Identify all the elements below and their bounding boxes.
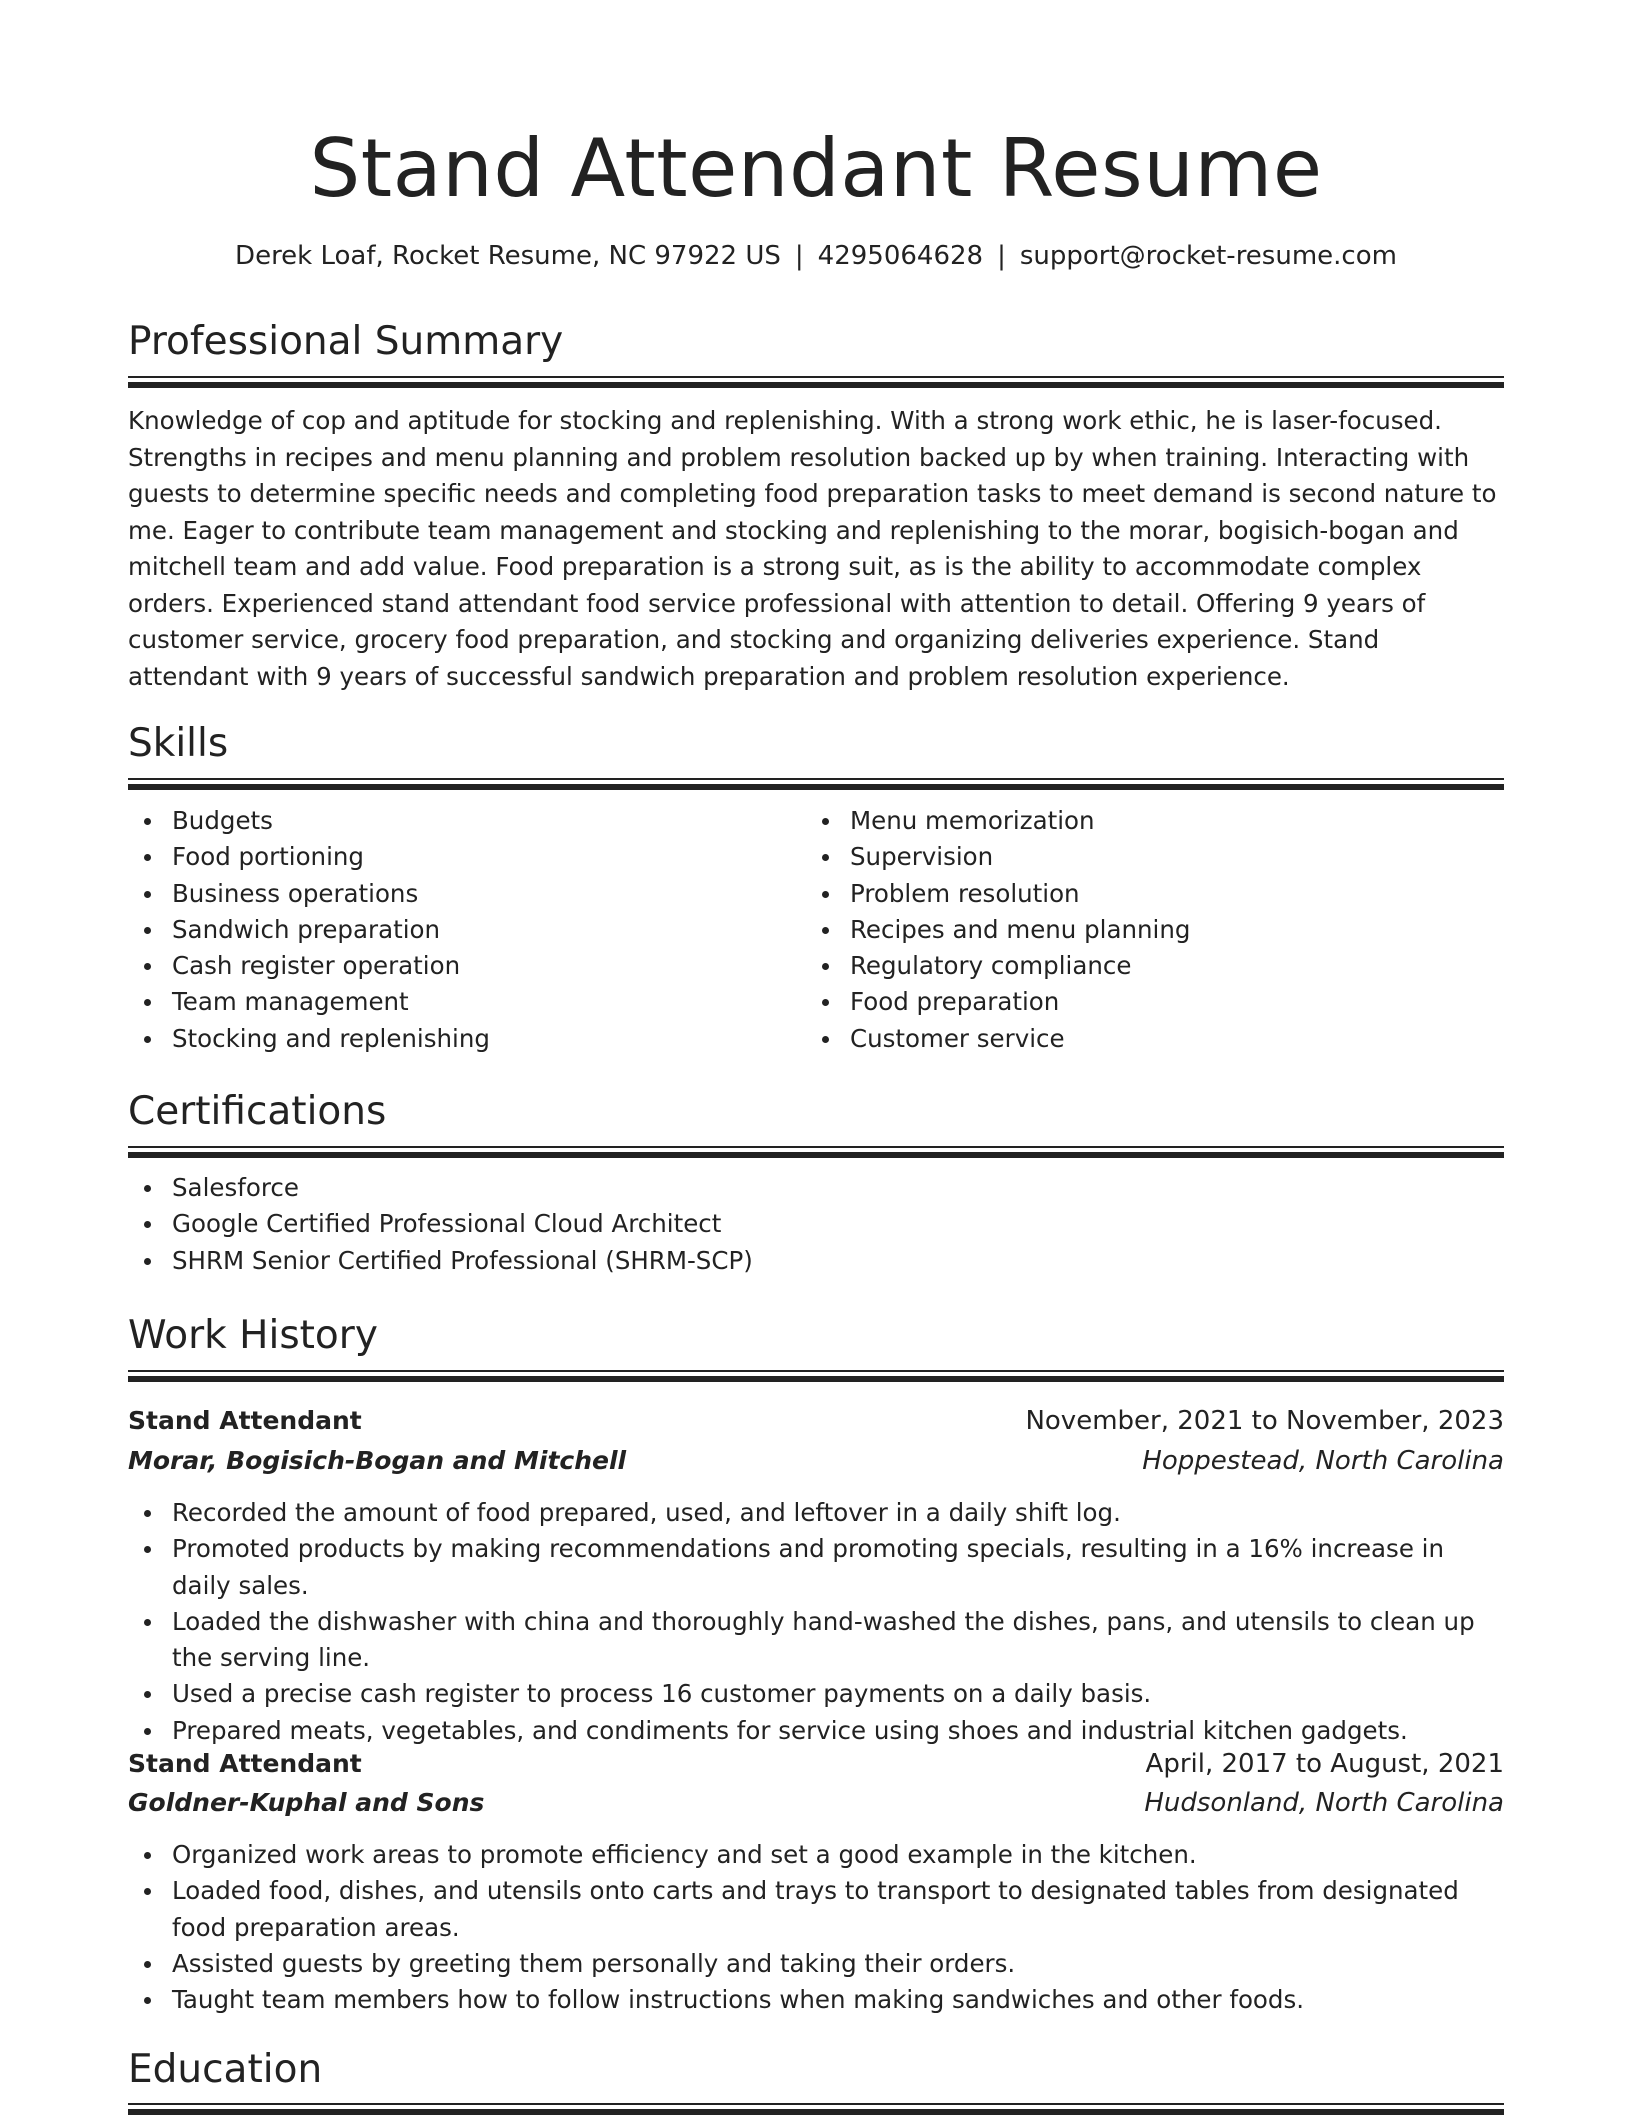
section-divider [128,2103,1504,2115]
contact-line [128,238,1504,274]
job-duty-item: Taught team members how to follow instructions when making sandwiches and other foods. [128,1982,1504,2018]
skills-list-left [128,803,788,1057]
skill-item: Menu memorization [806,803,1486,839]
job-company: Goldner-Kuphal and Sons [128,1788,485,1817]
job-title: Stand Attendant [128,1406,362,1435]
skill-item: Stocking and replenishing [128,1021,788,1057]
job-title: Stand Attendant [128,1749,362,1778]
skill-item: Supervision [806,839,1486,875]
skill-item: Team management [128,984,788,1020]
skill-item: Business operations [128,876,788,912]
summary-heading: Professional Summary [128,319,564,364]
job-duty-item: Organized work areas to promote efficiency and set a good example in the kitchen. [128,1837,1504,1873]
certification-item: Google Certified Professional Cloud Architect [128,1206,1504,1242]
job-dates: November, 2021 to November, 2023 [1025,1406,1504,1436]
job-duties-list [128,1837,1504,2018]
contact-separator: | [997,241,1006,271]
section-divider [128,1146,1504,1158]
skill-item: Budgets [128,803,788,839]
skills-list-right [806,803,1486,1057]
job-duty-item: Recorded the amount of food prepared, used, and leftover in a daily shift log. [128,1495,1504,1531]
skills-heading: Skills [128,721,229,766]
skill-item: Customer service [806,1021,1486,1057]
section-divider [128,1370,1504,1382]
certification-item: SHRM Senior Certified Professional (SHRM-SCP) [128,1243,1504,1279]
contact-address: Derek Loaf, Rocket Resume, NC 97922 US [235,241,781,271]
certifications-list [128,1170,1504,1279]
job-duty-item: Loaded food, dishes, and utensils onto carts and trays to transport to designated tables from designated food preparation areas. [128,1873,1504,1946]
contact-email[interactable]: support@rocket-resume.com [1019,241,1397,271]
skill-item: Food preparation [806,984,1486,1020]
job-dates: April, 2017 to August, 2021 [1145,1749,1504,1779]
skill-item: Food portioning [128,839,788,875]
job-duty-item: Loaded the dishwasher with china and thoroughly hand-washed the dishes, pans, and utensils to clean up the serving line. [128,1604,1504,1677]
work-history-heading: Work History [128,1313,378,1358]
job-duty-item: Promoted products by making recommendations and promoting specials, resulting in a 16% increase in daily sales. [128,1531,1504,1604]
job-location: Hudsonland, North Carolina [1144,1788,1504,1818]
skill-item: Problem resolution [806,876,1486,912]
skill-item: Sandwich preparation [128,912,788,948]
section-divider [128,376,1504,388]
summary-text: Knowledge of cop and aptitude for stocking and replenishing. With a strong work ethic, he is laser-focused. Strengths in recipes and menu planning and problem resolution backed up by when training. Interacting with guests to determine specific needs and completing food preparation tasks to meet demand is second nature to me. Eager to contribute team management and stocking and replenishing to the morar, bogisich-bogan and mitchell team and add value. Food preparation is a strong suit, as is the ability to accommodate complex orders. Experienced stand attendant food service professional with attention to detail. Offering 9 years of customer service, grocery food preparation, and stocking and organizing deliveries experience. Stand attendant with 9 years of successful sandwich preparation and problem resolution experience. [128,406,1497,691]
skill-item: Regulatory compliance [806,948,1486,984]
job-duties-list [128,1495,1504,1749]
skill-item: Recipes and menu planning [806,912,1486,948]
job-company: Morar, Bogisich-Bogan and Mitchell [128,1446,627,1475]
job-duty-item: Assisted guests by greeting them personally and taking their orders. [128,1946,1504,1982]
certification-item: Salesforce [128,1170,1504,1206]
page-title: Stand Attendant Resume [309,122,1323,215]
skill-item: Cash register operation [128,948,788,984]
section-divider [128,778,1504,790]
education-heading: Education [128,2047,323,2092]
certifications-heading: Certifications [128,1089,387,1134]
job-duty-item: Used a precise cash register to process 16 customer payments on a daily basis. [128,1676,1504,1712]
job-duty-item: Prepared meats, vegetables, and condiments for service using shoes and industrial kitchen gadgets. [128,1713,1504,1749]
contact-separator: | [794,241,804,271]
contact-phone: 4295064628 [817,241,984,271]
job-location: Hoppestead, North Carolina [1142,1446,1504,1476]
